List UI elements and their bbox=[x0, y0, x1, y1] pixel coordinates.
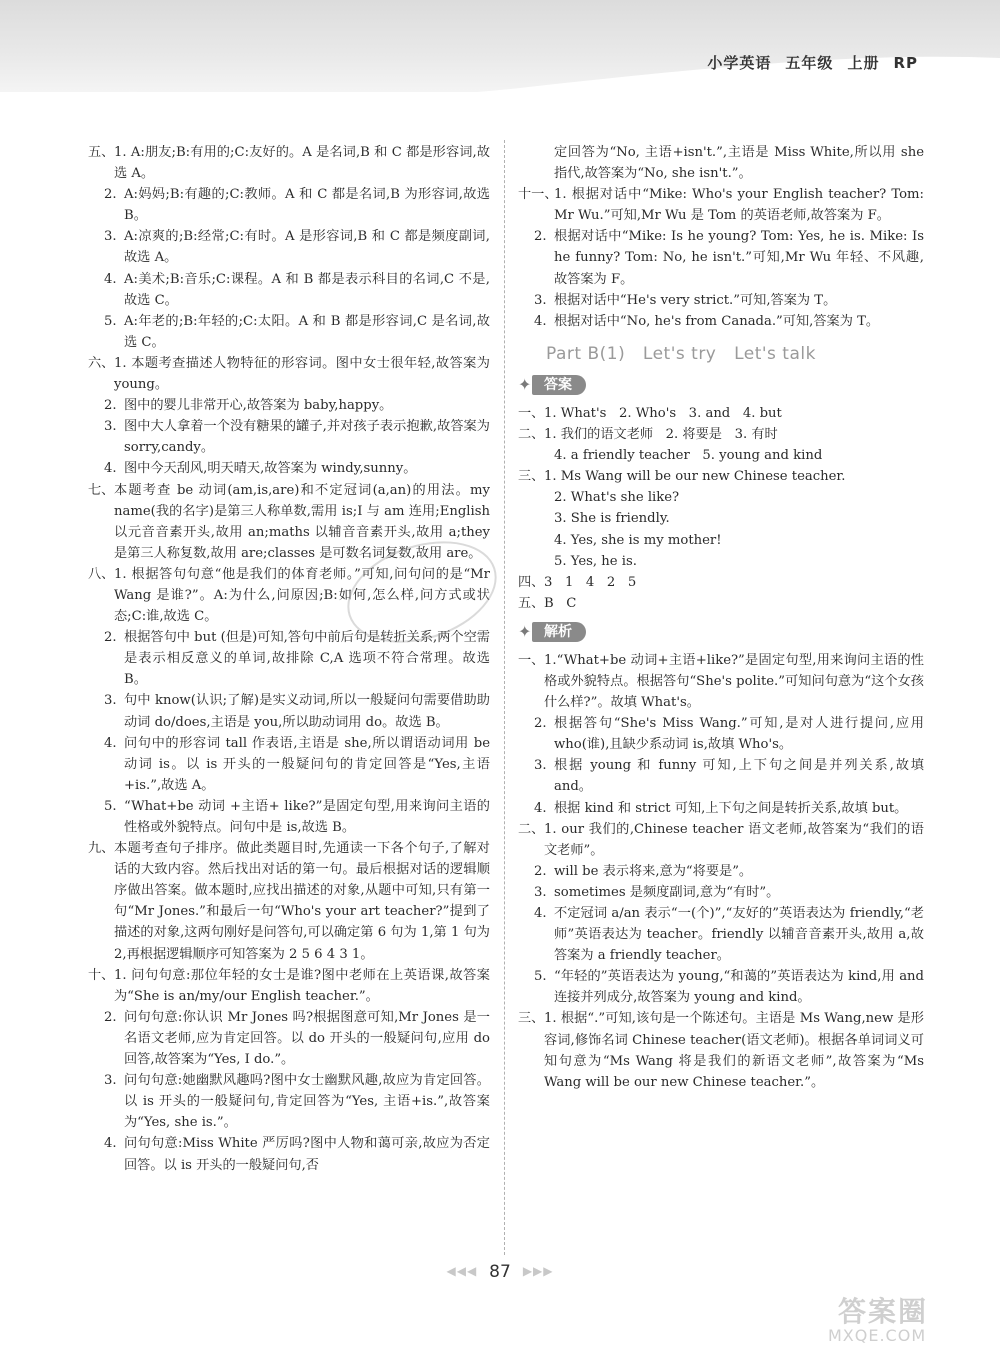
item-marker: 三、 bbox=[518, 469, 545, 485]
item-text: 根据对话中“He's very strict.”可知,答案为 T。 bbox=[554, 292, 837, 308]
right-column bbox=[518, 142, 929, 1093]
item-text: 2. What's she like? bbox=[554, 490, 680, 506]
watermark-logo bbox=[828, 1290, 978, 1346]
item-text: 1.“What+be 动词+主语+like?”是固定句型,用来询问主语的性格或外貌特点。根据答句“She's polite.”可知问句意为“这个女孩什么样?”。故填 What's。 bbox=[544, 652, 924, 711]
list-item bbox=[88, 142, 490, 184]
list-item bbox=[518, 142, 929, 184]
item-text: 1. 本题考查描述人物特征的形容词。图中女士很年轻,故答案为 young。 bbox=[114, 355, 495, 393]
star-icon: ✦ bbox=[518, 374, 532, 394]
item-text: 3. She is friendly. bbox=[554, 511, 670, 527]
item-marker: 4. bbox=[534, 800, 547, 816]
item-marker: 4. bbox=[534, 313, 547, 329]
column-divider bbox=[504, 140, 505, 1255]
item-text: 1. A:朋友;B:有用的;C:友好的。A 是名词,B 和 C 都是形容词,故选 A。 bbox=[114, 145, 490, 182]
item-marker: 一、 bbox=[518, 405, 545, 421]
item-marker: 2. bbox=[534, 229, 547, 245]
list-item bbox=[518, 903, 924, 966]
item-marker: 3. bbox=[534, 884, 547, 900]
item-marker: 四、 bbox=[518, 574, 545, 590]
item-marker: 3. bbox=[534, 292, 547, 308]
item-text: 图中大人拿着一个没有糖果的罐子,并对孩子表示抱歉,故答案为 sorry,candy。 bbox=[124, 419, 495, 456]
item-text: B C bbox=[544, 595, 577, 611]
item-text: 3 1 4 2 5 bbox=[544, 574, 637, 590]
list-item bbox=[88, 395, 490, 416]
item-marker: 2. bbox=[104, 187, 117, 203]
item-text: A:凉爽的;B:经常;C:有时。A 是形容词,B 和 C 都是频度副词,故选 A。 bbox=[124, 229, 490, 266]
list-item bbox=[518, 713, 929, 755]
list-item bbox=[518, 572, 924, 593]
list-item bbox=[88, 269, 490, 311]
item-marker: 十、 bbox=[88, 967, 115, 983]
list-item bbox=[518, 861, 924, 882]
item-text: 根据 young 和 funny 可知,上下句之间是并列关系,故填 and。 bbox=[554, 758, 929, 795]
item-marker: 九、 bbox=[88, 841, 115, 857]
item-text: will be 表示将来,意为“将要是”。 bbox=[554, 863, 753, 879]
item-marker: 六、 bbox=[88, 355, 115, 371]
item-marker: 二、 bbox=[518, 821, 545, 837]
item-marker: 5. bbox=[104, 313, 117, 329]
item-marker: 4. bbox=[104, 461, 117, 477]
item-text: 根据对话中“Mike: Is he young? Tom: Yes, he is. Mike: Is he funny? Tom: No, he isn't.”可知,Mr Wu 年轻、不风趣,故答案为 F。 bbox=[554, 229, 929, 287]
left-column bbox=[88, 142, 495, 1176]
list-item bbox=[88, 838, 495, 965]
list-item bbox=[518, 403, 924, 424]
item-text: sometimes 是频度副词,意为“有时”。 bbox=[554, 884, 780, 900]
item-text: 问句句意:Miss White 严厉吗?图中人物和蔼可亲,故应为否定回答。以 is 开头的一般疑问句,否 bbox=[124, 1136, 490, 1173]
item-text: A:妈妈;B:有趣的;C:教师。A 和 C 都是名词,B 为形容词,故选 B。 bbox=[124, 187, 495, 224]
list-item bbox=[518, 508, 924, 529]
item-marker: 4. bbox=[104, 735, 117, 751]
item-marker: 三、 bbox=[518, 1011, 545, 1027]
item-marker: 一、 bbox=[518, 652, 545, 668]
list-item bbox=[88, 1133, 490, 1175]
list-item bbox=[88, 1070, 490, 1133]
item-marker: 2. bbox=[104, 1009, 117, 1025]
list-item bbox=[88, 690, 490, 732]
analysis-list bbox=[518, 650, 929, 1093]
list-item bbox=[518, 530, 924, 551]
prev-arrows-icon: ◀◀◀ bbox=[446, 1264, 478, 1278]
item-marker: 3. bbox=[534, 758, 547, 774]
watermark-name: 答案圈 bbox=[838, 1295, 929, 1328]
item-marker: 2. bbox=[534, 716, 547, 732]
right-top-answers bbox=[518, 142, 929, 332]
item-marker: 3. bbox=[104, 1073, 117, 1089]
item-text: 定回答为“No, 主语+isn't.”,主语是 Miss White,所以用 she 指代,故答案为“No, she isn't.”。 bbox=[554, 145, 929, 182]
list-item bbox=[88, 353, 495, 395]
item-text: 4. Yes, she is my mother! bbox=[554, 532, 722, 548]
item-text: 本题考查 be 动词(am,is,are)和不定冠词(a,an)的用法。my name(我的名字)是第三人称单数,需用 is;I 与 am 连用;English 以元音音素开头,故用 an;maths 以辅音音素开头,故用 a;they 是第三人称复数,故用 are;classes 是可数名词复数,故用 are。 bbox=[114, 482, 495, 561]
item-text: 问句句意:她幽默风趣吗?图中女士幽默风趣,故应为肯定回答。以 is 开头的一般疑问句,肯定回答为“Yes, 主语+is.”,故答案为“Yes, she is.”。 bbox=[124, 1073, 490, 1131]
item-marker: 2. bbox=[534, 863, 547, 879]
item-text: 1. 根据对话中“Mike: Who's your English teacher? Tom: Mr Wu.”可知,Mr Wu 是 Tom 的英语老师,故答案为 F。 bbox=[554, 187, 929, 224]
list-item bbox=[518, 424, 924, 445]
item-text: “What+be 动词 +主语+ like?”是固定句型,用来询问主语的性格或外貌特点。问句中是 is,故选 B。 bbox=[124, 798, 490, 835]
star-icon: ✦ bbox=[518, 621, 532, 641]
analysis-tag-label: 解析 bbox=[532, 622, 586, 642]
item-text: A:美术;B:音乐;C:课程。A 和 B 都是表示科目的名词,C 不是,故选 C。 bbox=[124, 271, 490, 308]
answer-tag-label: 答案 bbox=[532, 375, 586, 395]
list-item bbox=[518, 311, 924, 332]
item-marker: 二、 bbox=[518, 427, 545, 443]
answer-tag bbox=[518, 373, 924, 399]
list-item bbox=[518, 445, 924, 466]
list-item bbox=[88, 184, 495, 226]
item-marker: 五、 bbox=[88, 145, 115, 160]
item-text: 根据 kind 和 strict 可知,上下句之间是转折关系,故填 but。 bbox=[554, 800, 908, 816]
list-item bbox=[518, 882, 924, 903]
item-text: 问句句意:你认识 Mr Jones 吗?根据图意可知,Mr Jones 是一名语文老师,应为肯定回答。以 do 开头的一般疑问句,应用 do 回答,故答案为“Yes, I do.”。 bbox=[124, 1009, 495, 1068]
item-marker: 5. bbox=[534, 969, 547, 985]
list-item bbox=[518, 290, 924, 311]
item-text: 1. 根据答句句意“他是我们的体育老师。”可知,问句问的是“Mr Wang 是谁?”。A:为什么,问原因;B:如何,怎么样,问方式或状态;C:谁,故选 C。 bbox=[114, 566, 495, 625]
list-item bbox=[518, 819, 924, 861]
list-item bbox=[518, 650, 924, 713]
item-text: 问句中的形容词 tall 作表语,主语是 she,所以谓语动词用 be 动词 is。以 is 开头的一般疑问句的肯定回答是“Yes,主语+is.”,故选 A。 bbox=[124, 735, 495, 793]
list-item bbox=[88, 226, 490, 268]
watermark-url: MXQE.COM bbox=[828, 1326, 927, 1345]
list-item bbox=[88, 796, 490, 838]
edition-label: RP bbox=[893, 54, 918, 72]
book-title bbox=[707, 52, 918, 73]
list-item bbox=[88, 416, 495, 458]
item-text: 1. 我们的语文老师 2. 将要是 3. 有时 bbox=[544, 427, 778, 443]
list-item bbox=[88, 1007, 495, 1070]
list-item bbox=[518, 755, 929, 797]
item-marker: 2. bbox=[104, 398, 117, 414]
item-text: “年轻的”英语表达为 young,“和蔼的”英语表达为 kind,用 and 连接并列成分,故答案为 young and kind。 bbox=[554, 969, 929, 1006]
item-marker: 3. bbox=[104, 419, 117, 435]
list-item bbox=[518, 487, 924, 508]
list-item bbox=[518, 966, 929, 1008]
subject-label: 小学英语 bbox=[707, 54, 772, 72]
volume-label: 上册 bbox=[847, 54, 880, 72]
item-text: 图中的婴儿非常开心,故答案为 baby,happy。 bbox=[124, 398, 393, 414]
list-item bbox=[518, 184, 929, 226]
item-marker: 4. bbox=[104, 271, 117, 287]
item-text: 1. 根据“.”可知,该句是一个陈述句。主语是 Ms Wang,new 是形容词,修饰名词 Chinese teacher(语文老师)。根据各单词词义可知句意为“Ms Wang 将是我们的新语文老师”,故答案为“Ms Wang will be our new Chinese teacher.”。 bbox=[544, 1011, 929, 1090]
list-item bbox=[88, 965, 490, 1007]
list-item bbox=[518, 226, 929, 289]
item-marker: 4. bbox=[104, 1136, 117, 1152]
list-item bbox=[88, 733, 495, 796]
grade-label: 五年级 bbox=[785, 54, 834, 72]
item-marker: 4. bbox=[534, 906, 547, 921]
item-text: 1. 问句句意:那位年轻的女士是谁?图中老师在上英语课,故答案为“She is an/my/our English teacher.”。 bbox=[114, 967, 490, 1004]
item-marker: 5. bbox=[104, 798, 117, 814]
item-text: 句中 know(认识;了解)是实义动词,所以一般疑问句需要借助助动词 do/does,主语是 you,所以助动词用 do。故选 B。 bbox=[124, 693, 490, 730]
list-item bbox=[518, 551, 924, 572]
item-text: 4. a friendly teacher 5. young and kind bbox=[554, 448, 823, 464]
item-marker: 3. bbox=[104, 693, 117, 709]
item-text: 根据答句“She's Miss Wang.”可知,是对人进行提问,应用 who(谁),且缺少系动词 is,故填 Who's。 bbox=[554, 716, 929, 753]
item-marker: 八、 bbox=[88, 566, 115, 582]
next-arrows-icon: ▶▶▶ bbox=[522, 1264, 554, 1278]
item-marker: 3. bbox=[104, 229, 117, 245]
item-text: 5. Yes, he is. bbox=[554, 553, 637, 569]
item-text: 1. our 我们的,Chinese teacher 语文老师,故答案为“我们的语文老师”。 bbox=[544, 821, 924, 858]
page-footer bbox=[0, 1262, 1000, 1282]
item-text: 不定冠词 a/an 表示“一(个)”,“友好的”英语表达为 friendly,“老师”英语表达为 teacher。friendly 以辅音音素开头,故用 a,故答案为 a friendly teacher。 bbox=[554, 906, 924, 964]
item-text: A:年老的;B:年轻的;C:太阳。A 和 B 都是形容词,C 是名词,故选 C。 bbox=[124, 313, 490, 350]
item-text: 1. Ms Wang will be our new Chinese teacher. bbox=[544, 469, 846, 485]
item-marker: 十一、 bbox=[518, 187, 558, 203]
item-marker: 七、 bbox=[88, 482, 115, 498]
item-text: 1. What's 2. Who's 3. and 4. but bbox=[544, 405, 782, 421]
answers-list bbox=[518, 403, 924, 614]
analysis-tag bbox=[518, 620, 924, 646]
list-item bbox=[518, 466, 924, 487]
list-item bbox=[518, 593, 924, 614]
item-text: 图中今天刮风,明天晴天,故答案为 windy,sunny。 bbox=[124, 461, 417, 477]
list-item bbox=[88, 458, 490, 479]
item-marker: 五、 bbox=[518, 595, 545, 611]
page-number: 87 bbox=[489, 1262, 511, 1282]
part-heading: Part B(1) Let's try Let's talk bbox=[546, 343, 816, 364]
list-item bbox=[88, 311, 490, 353]
item-text: 本题考查句子排序。做此类题目时,先通读一下各个句子,了解对话的大致内容。然后找出对话的第一句。最后根据对话的逻辑顺序做出答案。做本题时,应找出描述的对象,从题中可知,只有第一句“Mr Jones.”和最后一句“Who's your art teacher?”提到了描述的对象,这两句刚好是问答句,可以确定第 6 句为 1,第 1 句为 2,再根据逻辑顺序可知答案为 2 5 6 4 3 1。 bbox=[114, 841, 495, 962]
list-item bbox=[518, 798, 924, 819]
item-text: 根据对话中“No, he's from Canada.”可知,答案为 T。 bbox=[554, 313, 880, 329]
item-marker: 2. bbox=[104, 630, 117, 646]
item-text: 根据答句中 but (但是)可知,答句中前后句是转折关系,两个空需是表示相反意义的单词,故排除 C,A 选项不符合常理。故选 B。 bbox=[124, 630, 495, 688]
list-item bbox=[518, 1008, 929, 1092]
